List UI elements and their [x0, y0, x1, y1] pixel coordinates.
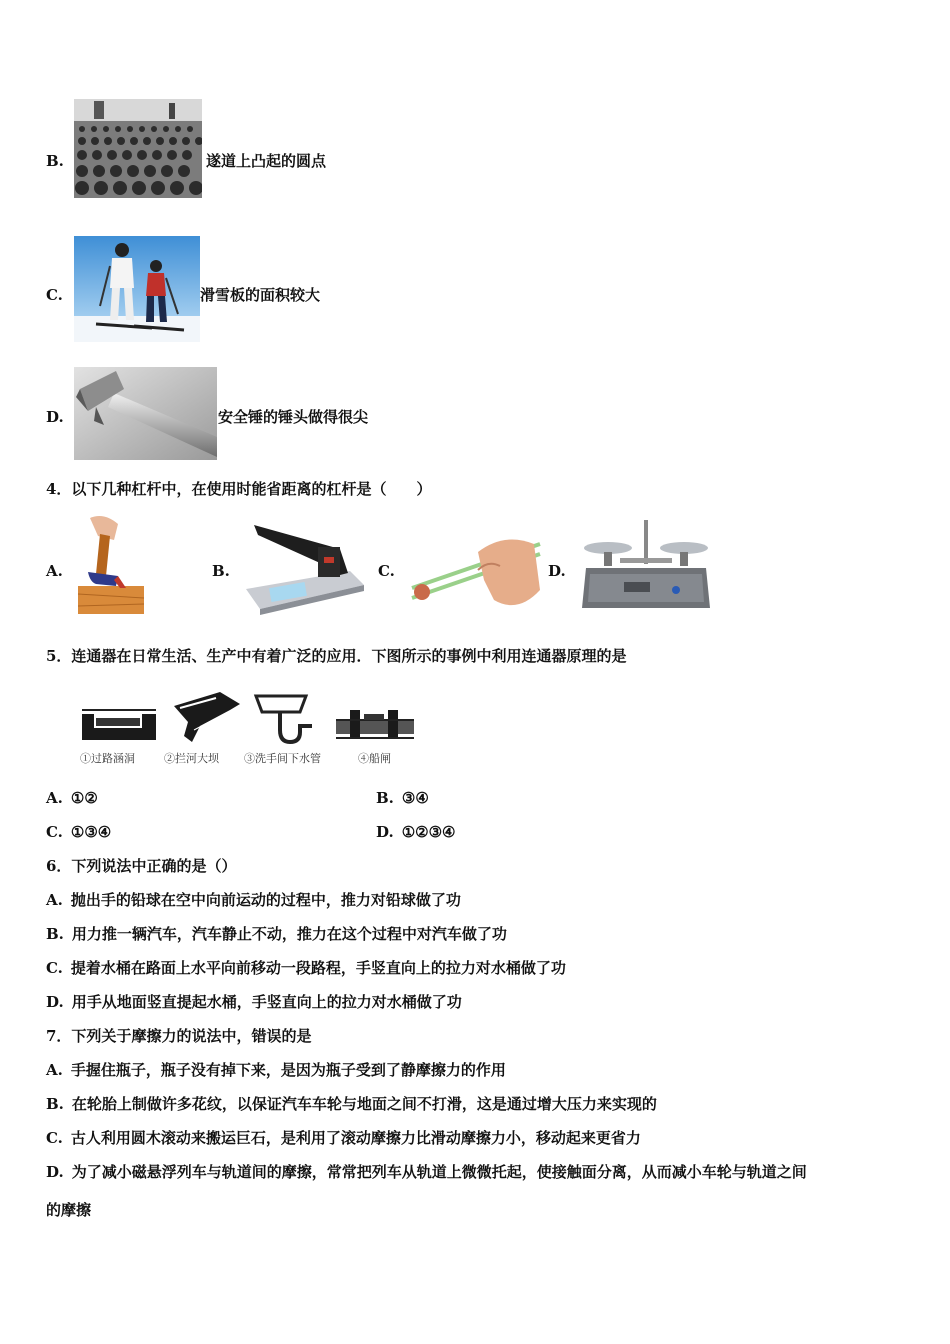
q4-option-b-letter: B. [212, 562, 230, 580]
q5-option-d [376, 822, 456, 842]
figure-caption-3: ③洗手间下水管 [244, 752, 321, 765]
q7-option-b [46, 1094, 657, 1114]
q6-option-b-text: 用力推一辆汽车，汽车静止不动，推力在这个过程中对汽车做了功 [71, 925, 507, 943]
q6-option-a-text: 抛出手的铅球在空中向前运动的过程中，推力对铅球做了功 [70, 891, 461, 909]
q5-option-c-letter: C. [46, 823, 63, 841]
q6-option-d [46, 992, 462, 1012]
q7-option-a-letter: A. [46, 1061, 63, 1079]
q7-option-d-continuation: 的摩擦 [46, 1201, 92, 1219]
q7-stem: 7．下列关于摩擦力的说法中，错误的是 [46, 1027, 312, 1045]
q6-option-b [46, 924, 507, 944]
q5-option-a-letter: A. [46, 789, 63, 807]
q5-option-b-letter: B. [376, 789, 394, 807]
q5-option-a [46, 788, 98, 808]
q6-option-a-letter: A. [46, 891, 63, 909]
q6-option-d-letter: D. [46, 993, 64, 1011]
q5-option-d-letter: D. [376, 823, 394, 841]
safety-hammer-image [74, 367, 217, 460]
q7-option-a [46, 1060, 506, 1080]
q6-option-a [46, 890, 461, 910]
q6-option-b-letter: B. [46, 925, 64, 943]
q4-stem: 4．以下几种杠杆中，在使用时能省距离的杠杆是（ ） [46, 480, 432, 498]
q6-option-c [46, 958, 566, 978]
q5-option-b [376, 788, 429, 808]
q5-option-d-text: ①②③④ [401, 823, 456, 841]
q6-option-c-text: 提着水桶在路面上水平向前移动一段路程，手竖直向上的拉力对水桶做了功 [70, 959, 566, 977]
claw-hammer-image [74, 514, 146, 614]
q6-stem: 6．下列说法中正确的是（） [46, 857, 237, 875]
q7-option-d-text: 为了减小磁悬浮列车与轨道间的摩擦，常常把列车从轨道上微微托起，使接触面分离，从而减小车轮与轨道之间 [71, 1163, 807, 1181]
q6-option-d-text: 用手从地面竖直提起水桶，手竖直向上的拉力对水桶做了功 [71, 993, 462, 1011]
q7-option-c-text: 古人利用圆木滚动来搬运巨石，是利用了滚动摩擦力比滑动摩擦力小，移动起来更省力 [70, 1129, 641, 1147]
q7-option-d-letter: D. [46, 1163, 64, 1181]
q4-option-d-letter: D. [548, 562, 566, 580]
q7-option-c [46, 1128, 641, 1148]
q7-option-b-text: 在轮胎上制做许多花纹，以保证汽车车轮与地面之间不打滑，这是通过增大压力来实现的 [71, 1095, 657, 1113]
q5-option-c-text: ①③④ [70, 823, 112, 841]
q7-option-c-letter: C. [46, 1129, 63, 1147]
balance-scale-image [580, 516, 712, 616]
tactile-paving-image [74, 99, 202, 198]
q4-option-a-letter: A. [46, 562, 63, 580]
q7-option-d [46, 1162, 807, 1182]
q4-option-c-letter: C. [378, 562, 395, 580]
q5-option-a-text: ①② [70, 789, 98, 807]
skiers-image [74, 236, 200, 342]
q7-option-a-text: 手握住瓶子，瓶子没有掉下来，是因为瓶子受到了静摩擦力的作用 [70, 1061, 506, 1079]
q3-option-b-letter: B. [46, 152, 64, 170]
q3-option-d-text: 安全锤的锤头做得很尖 [218, 408, 369, 426]
q5-option-c [46, 822, 111, 842]
figure-caption-2: ②拦河大坝 [164, 752, 219, 765]
q3-option-c-text: 滑雪板的面积较大 [200, 286, 321, 304]
q5-option-b-text: ③④ [401, 789, 429, 807]
figure-caption-4: ④船闸 [358, 752, 391, 765]
connected-vessels-figure [80, 686, 420, 770]
chopsticks-image [408, 530, 544, 616]
q7-option-b-letter: B. [46, 1095, 64, 1113]
stapler-image [240, 519, 368, 615]
q3-option-d-letter: D. [46, 408, 64, 426]
q3-option-b-text: 遂道上凸起的圆点 [206, 152, 327, 170]
q6-option-c-letter: C. [46, 959, 63, 977]
q3-option-c-letter: C. [46, 286, 63, 304]
figure-caption-1: ①过路涵洞 [80, 752, 135, 765]
q5-stem: 5．连通器在日常生活、生产中有着广泛的应用．下图所示的事例中利用连通器原理的是 [46, 647, 627, 665]
